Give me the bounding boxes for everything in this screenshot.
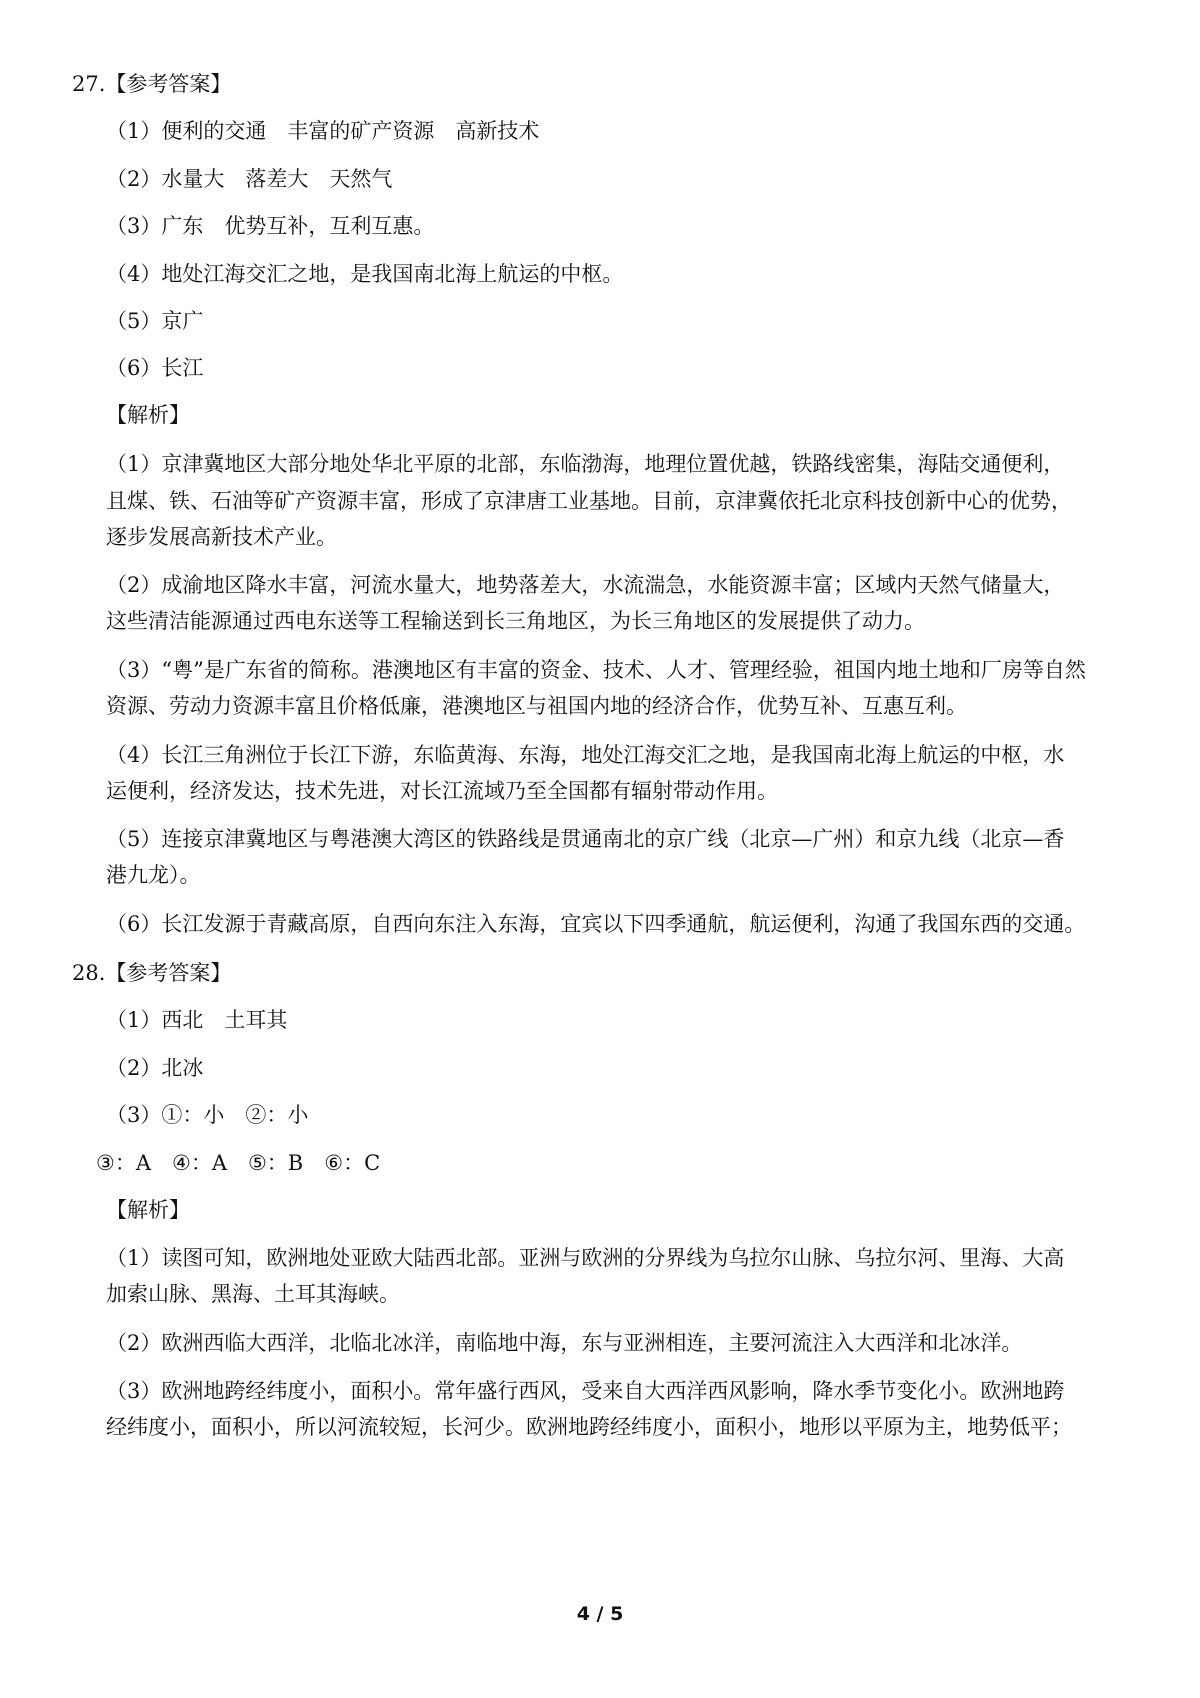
q27-analysis-2-line-2: 这些清洁能源通过西电东送等工程输送到长三角地区，为长三角地区的发展提供了动力。 [106, 609, 925, 633]
q27-analysis-1-line-2: 且煤、铁、石油等矿产资源丰富，形成了京津唐工业基地。目前，京津冀依托北京科技创新中心的优势， [106, 489, 1072, 513]
q27-analysis-3-line-1: （3）“粤”是广东省的简称。港澳地区有丰富的资金、技术、人才、管理经验，祖国内地土地和厂房等自然 [106, 658, 1086, 682]
q27-analysis-4-line-2: 运便利，经济发达，技术先进，对长江流域乃至全国都有辐射带动作用。 [106, 779, 778, 803]
q27-answer-2: （2）水量大 落差大 天然气 [106, 167, 393, 191]
q28-analysis-heading: 【解析】 [106, 1198, 190, 1222]
q27-analysis-3-line-2: 资源、劳动力资源丰富且价格低廉，港澳地区与祖国内地的经济合作，优势互补、互惠互利。 [106, 694, 967, 718]
q28-answer-1: （1）西北 土耳其 [106, 1008, 288, 1032]
q27-answer-3: （3）广东 优势互补，互利互惠。 [106, 214, 435, 238]
q27-analysis-1-line-1: （1）京津冀地区大部分地处华北平原的北部，东临渤海，地理位置优越，铁路线密集，海陆交通便利， [106, 452, 1065, 476]
q27-analysis-2-line-1: （2）成渝地区降水丰富，河流水量大，地势落差大，水流湍急，水能资源丰富；区域内天然气储量大， [106, 573, 1065, 597]
q27-answer-4: （4）地处江海交汇之地，是我国南北海上航运的中枢。 [106, 262, 624, 286]
q28-analysis-2-line-1: （2）欧洲西临大西洋，北临北冰洋，南临地中海，东与亚洲相连，主要河流注入大西洋和北冰洋。 [106, 1331, 1023, 1355]
q27-analysis-6-line-1: （6）长江发源于青藏高原，自西向东注入东海，宜宾以下四季通航，航运便利，沟通了我国东西的交通。 [106, 912, 1086, 936]
q28-answer-3-continued: ③：A ④：A ⑤：B ⑥：C [96, 1151, 381, 1175]
q28-heading: 28.【参考答案】 [72, 961, 232, 985]
q27-answer-6: （6）长江 [106, 356, 204, 380]
q28-analysis-1-line-1: （1）读图可知，欧洲地处亚欧大陆西北部。亚洲与欧洲的分界线为乌拉尔山脉、乌拉尔河、里海、大高 [106, 1246, 1065, 1270]
q28-analysis-1-line-2: 加索山脉、黑海、土耳其海峡。 [106, 1282, 400, 1306]
q27-answer-1: （1）便利的交通 丰富的矿产资源 高新技术 [106, 119, 540, 143]
page-number: 4 / 5 [576, 1603, 624, 1625]
q27-analysis-1-line-3: 逐步发展高新技术产业。 [106, 525, 337, 549]
q27-heading: 27.【参考答案】 [72, 72, 232, 96]
q27-answer-5: （5）京广 [106, 309, 204, 333]
q27-analysis-4-line-1: （4）长江三角洲位于长江下游，东临黄海、东海，地处江海交汇之地，是我国南北海上航运的中枢，水 [106, 743, 1065, 767]
q28-answer-2: （2）北冰 [106, 1056, 204, 1080]
q28-answer-3: （3）①：小 ②：小 [106, 1103, 309, 1127]
q28-analysis-3-line-1: （3）欧洲地跨经纬度小，面积小。常年盛行西风，受来自大西洋西风影响，降水季节变化小。欧洲地跨 [106, 1379, 1065, 1403]
q27-analysis-5-line-2: 港九龙）。 [106, 863, 201, 887]
q27-analysis-heading: 【解析】 [106, 403, 190, 427]
q27-analysis-5-line-1: （5）连接京津冀地区与粤港澳大湾区的铁路线是贯通南北的京广线（北京—广州）和京九线（北京—香 [106, 827, 1065, 851]
q28-analysis-3-line-2: 经纬度小，面积小，所以河流较短，长河少。欧洲地跨经纬度小，面积小，地形以平原为主，地势低平； [106, 1415, 1072, 1439]
